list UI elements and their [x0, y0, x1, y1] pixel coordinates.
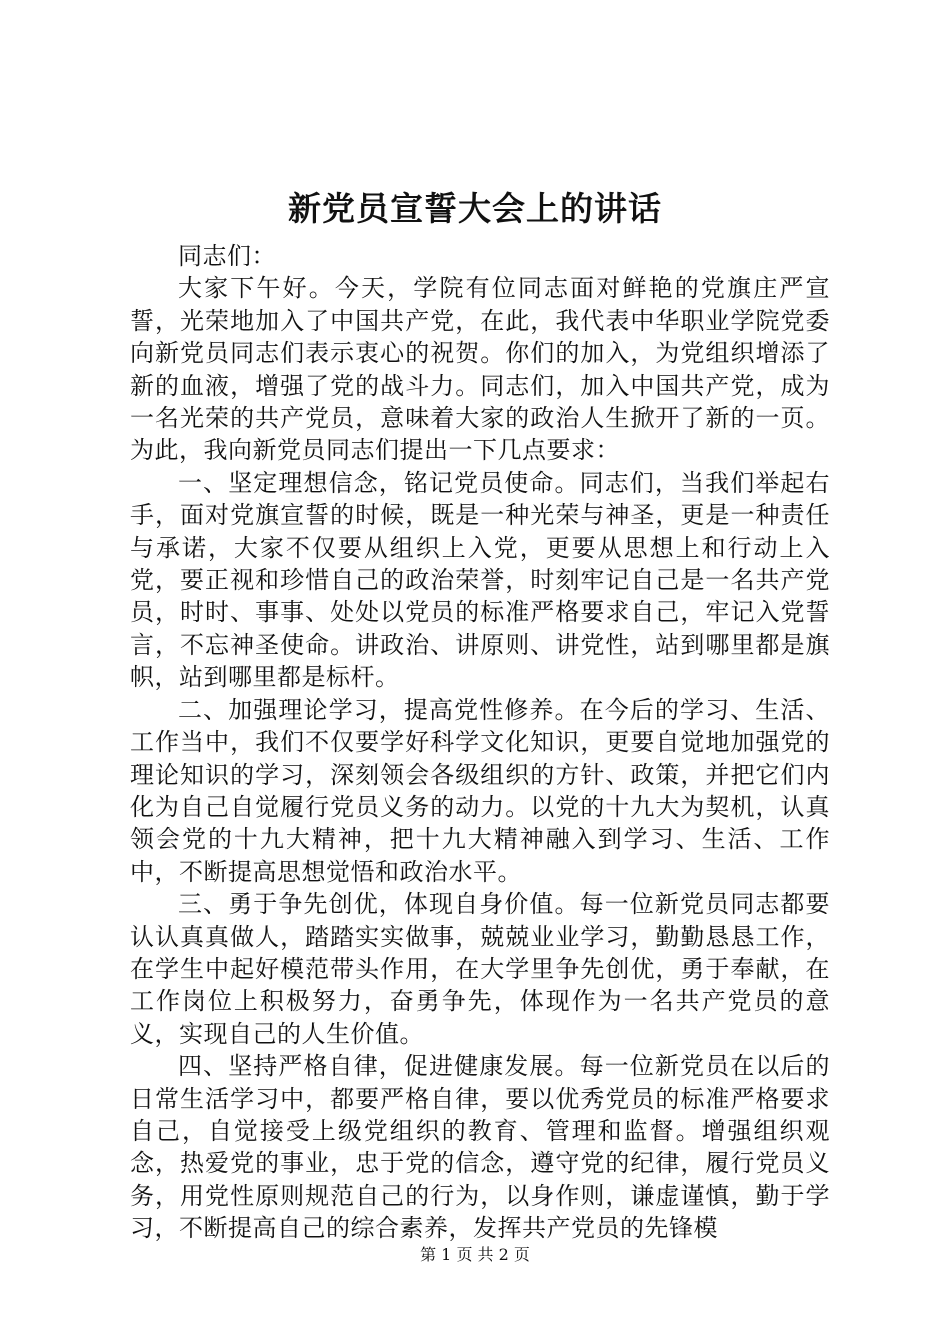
paragraph: 大家下午好。今天，学院有位同志面对鲜艳的党旗庄严宣誓，光荣地加入了中国共产党，在此，我代表中华职业学院党委向新党员同志们表示衷心的祝贺。你们的加入，为党组织增添了新的血液，增强了党的战斗力。同志们，加入中国共产党，成为一名光荣的共产党员，意味着大家的政治人生掀开了新的一页。为此，我向新党员同志们提出一下几点要求：: [130, 274, 830, 465]
document-body: [130, 240, 830, 1245]
paragraph: 二、加强理论学习，提高党性修养。在今后的学习、生活、工作当中，我们不仅要学好科学文化知识，更要自觉地加强党的理论知识的学习，深刻领会各级组织的方针、政策，并把它们内化为自己自觉履行党员义务的动力。以党的十九大为契机，认真领会党的十九大精神，把十九大精神融入到学习、生活、工作中，不断提高思想觉悟和政治水平。: [130, 695, 830, 886]
paragraph: 三、勇于争先创优，体现自身价值。每一位新党员同志都要认认真真做人，踏踏实实做事，兢兢业业学习，勤勤恳恳工作，在学生中起好模范带头作用，在大学里争先创优，勇于奉献，在工作岗位上积极努力，奋勇争先，体现作为一名共产党员的意义，实现自己的人生价值。: [130, 890, 830, 1048]
page-title: 新党员宣誓大会上的讲话: [288, 189, 662, 228]
paragraph: 四、坚持严格自律，促进健康发展。每一位新党员在以后的日常生活学习中，都要严格自律，要以优秀党员的标准严格要求自己，自觉接受上级党组织的教育、管理和监督。增强组织观念，热爱党的事业，忠于党的信念，遵守党的纪律，履行党员义务，用党性原则规范自己的行为，以身作则，谦虚谨慎，勤于学习，不断提高自己的综合素养，发挥共产党员的先锋模: [130, 1052, 830, 1243]
paragraph: 一、坚定理想信念，铭记党员使命。同志们，当我们举起右手，面对党旗宣誓的时候，既是一种光荣与神圣，更是一种责任与承诺，大家不仅要从组织上入党，更要从思想上和行动上入党，要正视和珍惜自己的政治荣誉，时刻牢记自己是一名共产党员，时时、事事、处处以党员的标准严格要求自己，牢记入党誓言，不忘神圣使命。讲政治、讲原则、讲党性，站到哪里都是旗帜，站到哪里都是标杆。: [130, 468, 830, 692]
salutation: 同志们：: [178, 242, 276, 270]
page-number-footer: 第 1 页 共 2 页: [420, 1245, 530, 1264]
